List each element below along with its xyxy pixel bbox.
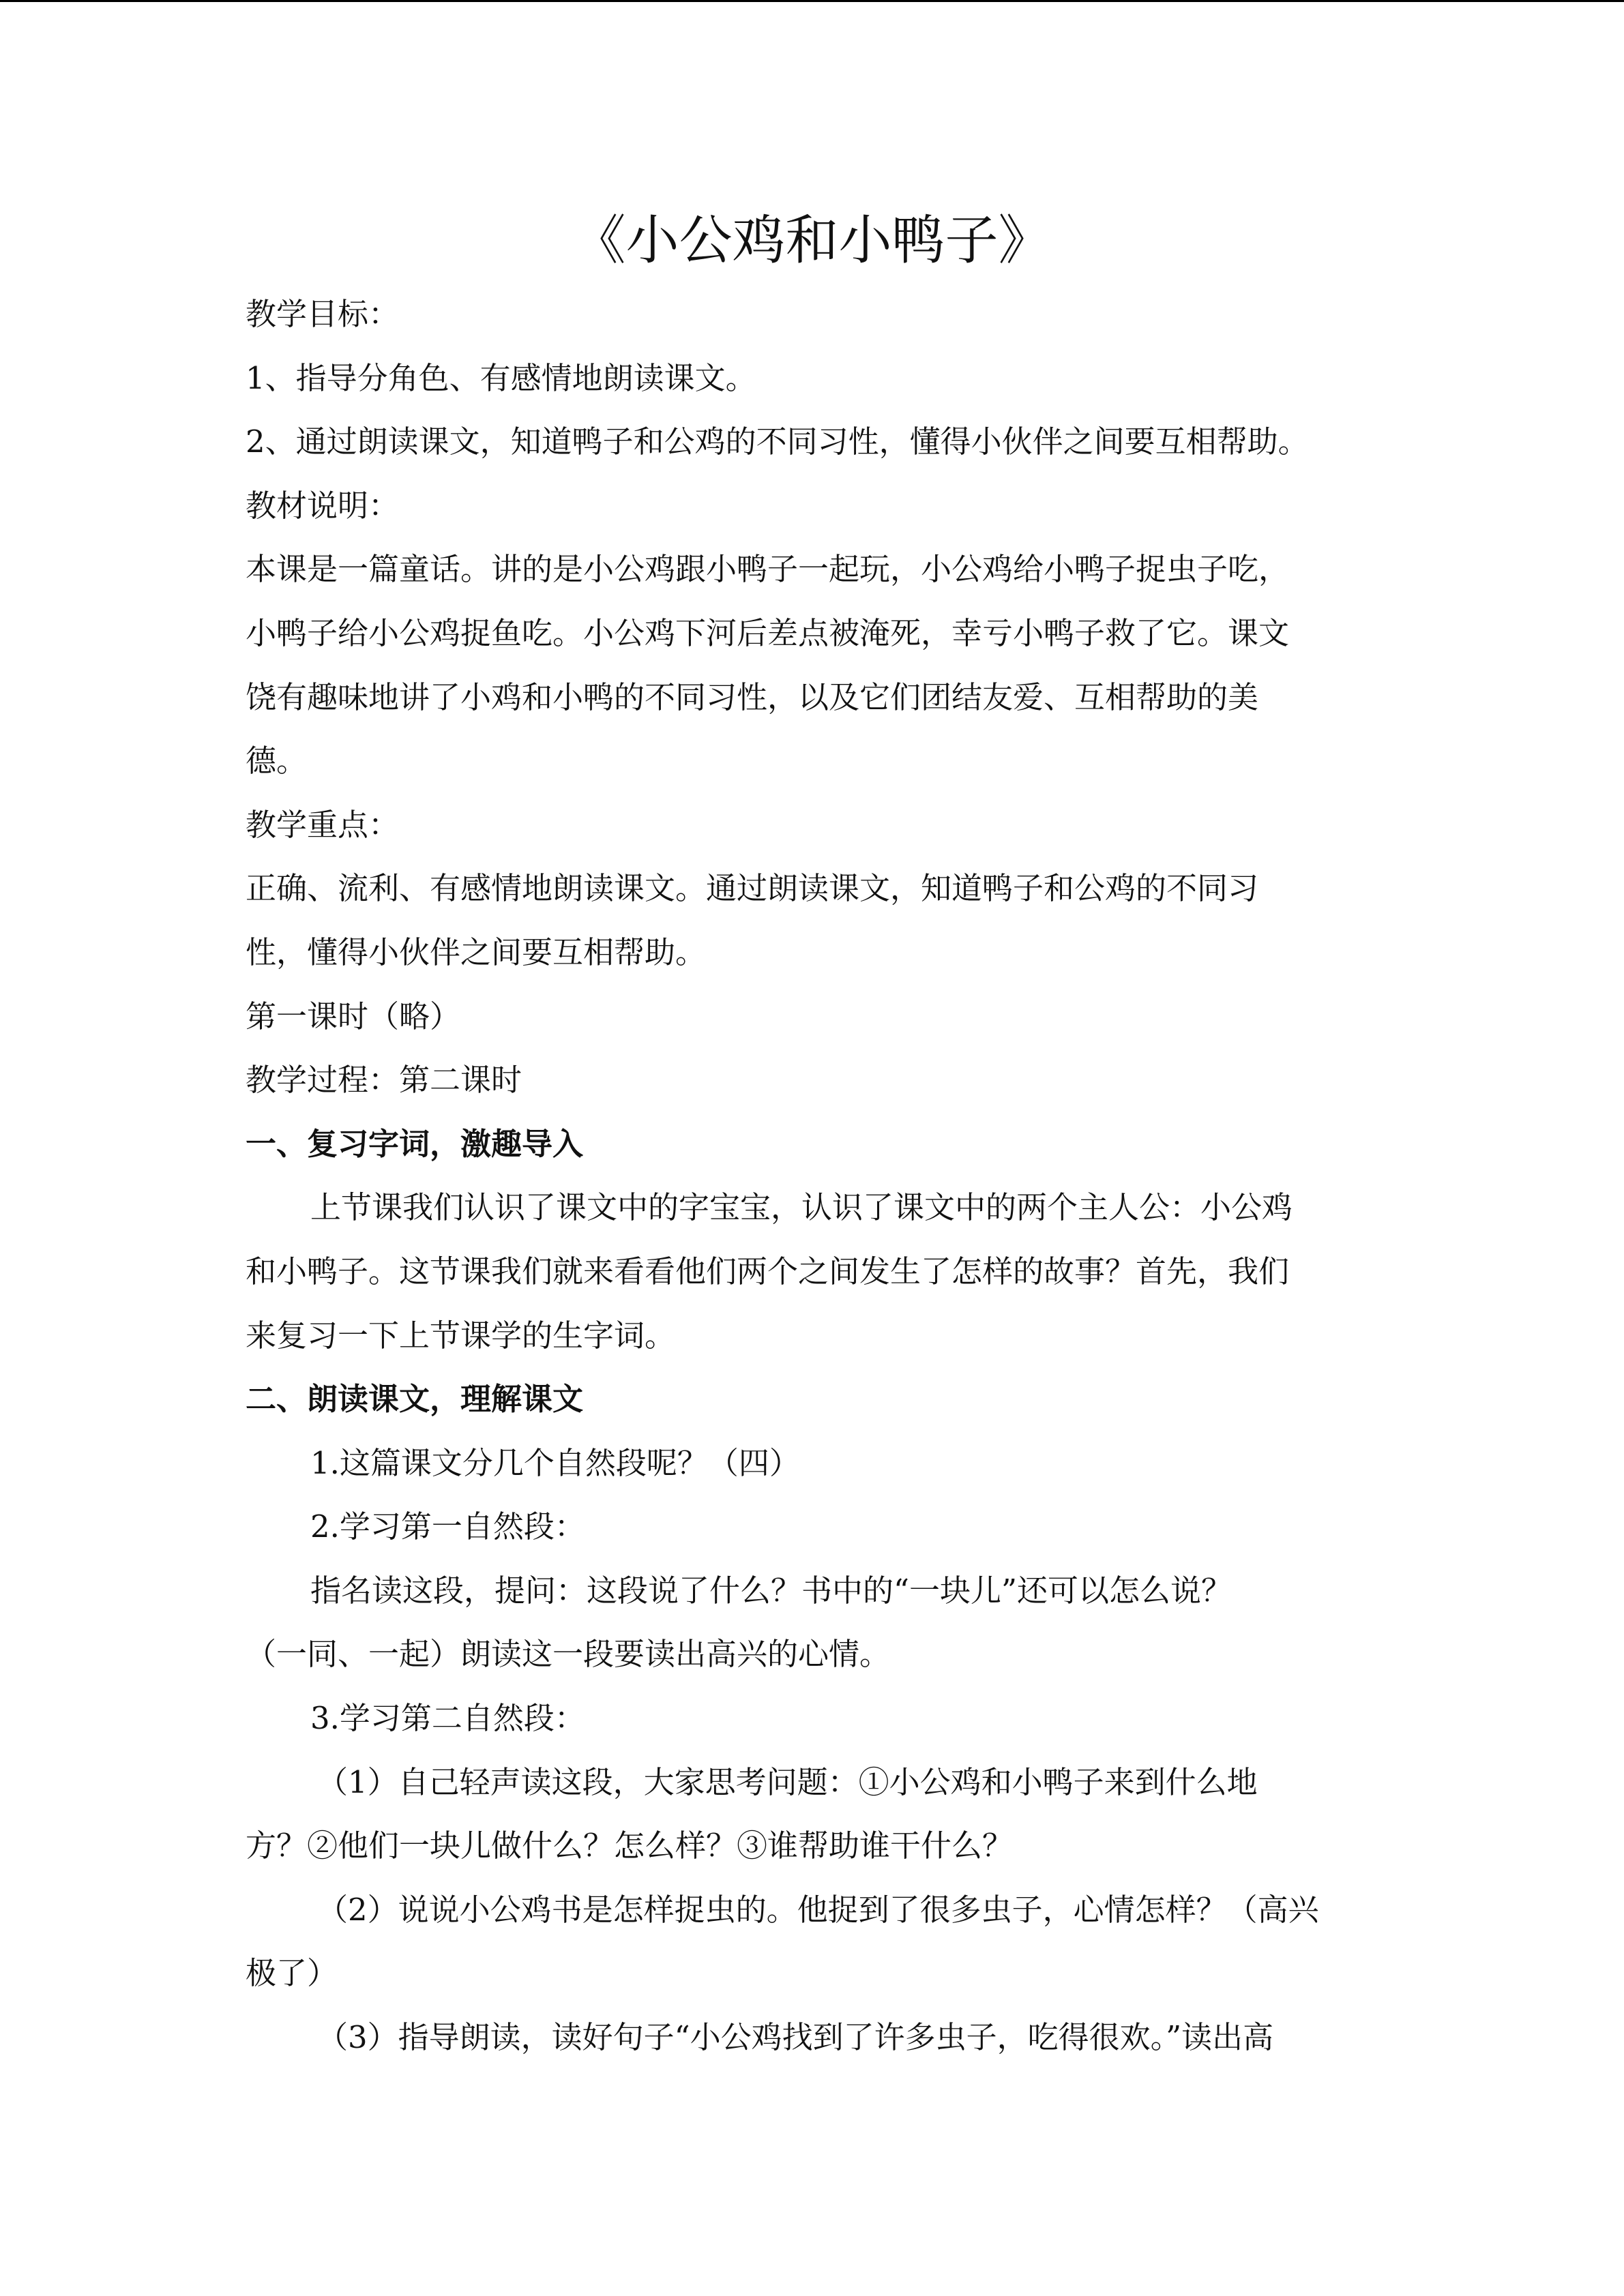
paragraph-line: 极了）	[246, 1955, 338, 1992]
top-border-line	[0, 0, 1624, 2]
paragraph-line: 教学目标：	[246, 296, 400, 332]
paragraph-line: 上节课我们认识了课文中的字宝宝，认识了课文中的两个主人公：小公鸡	[310, 1189, 1293, 1226]
paragraph-line: 正确、流利、有感情地朗读课文。通过朗读课文，知道鸭子和公鸡的不同习	[246, 870, 1259, 907]
sub-item-line: （1）自己轻声读这段，大家思考问题：①小公鸡和小鸭子来到什么地	[317, 1763, 1258, 1800]
sub-item-line: （3）指导朗读，读好句子“小公鸡找到了许多虫子，吃得很欢。”读出高	[317, 2019, 1274, 2056]
paragraph-line: 指名读这段，提问：这段说了什么？书中的“一块儿”还可以怎么说？	[310, 1572, 1232, 1609]
document-body	[246, 282, 1378, 2070]
paragraph-line: 方？②他们一块儿做什么？怎么样？③谁帮助谁干什么？	[246, 1828, 1014, 1864]
paragraph-line: 教学重点：	[246, 806, 400, 843]
section-heading: 二、朗读课文，理解课文	[246, 1381, 584, 1418]
paragraph-line: 本课是一篇童话。讲的是小公鸡跟小鸭子一起玩，小公鸡给小鸭子捉虫子吃，	[246, 551, 1290, 588]
paragraph-line: （一同、一起）朗读这一段要读出高兴的心情。	[246, 1636, 891, 1673]
paragraph-line: 第一课时（略）	[246, 998, 461, 1034]
section-heading: 一、复习字词，激趣导入	[246, 1125, 584, 1162]
list-item-line: 1.这篇课文分几个自然段呢？（四）	[310, 1444, 800, 1481]
document-title: 《小公鸡和小鸭子》	[572, 210, 1052, 271]
paragraph-line: 1、指导分角色、有感情地朗读课文。	[246, 359, 756, 396]
paragraph-line: 性，懂得小伙伴之间要互相帮助。	[246, 934, 707, 970]
paragraph-line: 来复习一下上节课学的生字词。	[246, 1317, 676, 1354]
paragraph-line: 教学过程：第二课时	[246, 1062, 522, 1099]
sub-item-line: （2）说说小公鸡书是怎样捉虫的。他捉到了很多虫子，心情怎样？（高兴	[317, 1891, 1319, 1928]
paragraph-line: 小鸭子给小公鸡捉鱼吃。小公鸡下河后差点被淹死，幸亏小鸭子救了它。课文	[246, 614, 1290, 651]
paragraph-line: 2、通过朗读课文，知道鸭子和公鸡的不同习性，懂得小伙伴之间要互相帮助。	[246, 423, 1309, 460]
paragraph-line: 德。	[246, 743, 308, 779]
paragraph-line: 教材说明：	[246, 487, 400, 524]
list-item-line: 2.学习第一自然段：	[310, 1508, 585, 1545]
list-item-line: 3.学习第二自然段：	[310, 1700, 585, 1737]
paragraph-line: 饶有趣味地讲了小鸡和小鸭的不同习性，以及它们团结友爱、互相帮助的美	[246, 679, 1259, 715]
paragraph-line: 和小鸭子。这节课我们就来看看他们两个之间发生了怎样的故事？首先，我们	[246, 1253, 1290, 1289]
